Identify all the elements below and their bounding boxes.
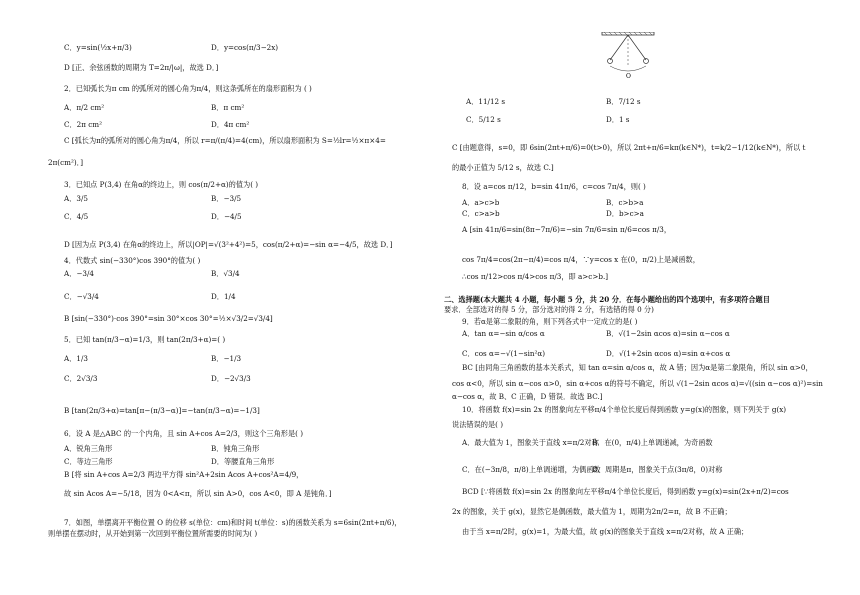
left-line: B．−3/5 bbox=[211, 194, 242, 203]
right-line: A．tan α=−sin α/cos α bbox=[462, 329, 545, 338]
right-line: ∴cos π/12>cos π/4>cos π/3，即 a>c>b.] bbox=[462, 272, 609, 281]
right-line: 二、选择题(本大题共 4 小题，每小题 5 分，共 20 分．在每小题给出的四个选项中，有多项符合题目 bbox=[444, 295, 770, 304]
left-line: 5．已知 tan(π/3−α)=1/3，则 tan(2π/3+α)=( ) bbox=[64, 335, 226, 344]
right-line: BC [由同角三角函数的基本关系式，知 tan α=sin α/cos α，故 A 错；因为α是第二象限角，所以 sin α>0， bbox=[462, 363, 813, 372]
left-line: D．y=cos(π/3−2x) bbox=[211, 43, 279, 52]
left-line: C．2π cm² bbox=[64, 120, 102, 129]
left-line: A．1/3 bbox=[64, 354, 88, 363]
right-line: B．√(1−2sin αcos α)=sin α−cos α bbox=[606, 329, 730, 338]
right-line: cos 7π/4=cos(2π−π/4)=cos π/4，∵y=cos x 在(0，π/2)上是减函数， bbox=[462, 255, 700, 264]
left-line: C．4/5 bbox=[64, 212, 89, 221]
left-line: B．√3/4 bbox=[211, 269, 240, 278]
right-line: A．11/12 s bbox=[466, 97, 506, 106]
right-line: 8．设 a=cos π/12，b=sin 41π/6，c=cos 7π/4，则( ) bbox=[462, 182, 646, 191]
right-line: D．周期是π，图象关于点(3π/8，0)对称 bbox=[592, 465, 723, 474]
right-line: 10．将函数 f(x)=sin 2x 的图象向左平移π/4个单位长度后得到函数 y=g(x)的图象，则下列关于 g(x) bbox=[462, 405, 787, 414]
right-line: D．√(1+2sin αcos α)=sin α+cos α bbox=[606, 349, 731, 358]
left-line: C．等边三角形 bbox=[64, 457, 113, 466]
left-line: D [因为点 P(3,4) 在角α的终边上，所以|OP|=√(3²+4²)=5，cos(π/2+α)=−sin α=−4/5，故选 D．] bbox=[64, 240, 393, 249]
left-line: 2π(cm²)．] bbox=[48, 158, 84, 167]
right-line: A [sin 41π/6=sin(8π−7π/6)=−sin 7π/6=sin π/6=cos π/3， bbox=[462, 225, 672, 234]
left-line: A．锐角三角形 bbox=[64, 444, 113, 453]
left-line: B．π cm² bbox=[211, 103, 245, 112]
right-line: C．5/12 s bbox=[466, 115, 501, 124]
right-line: C．在(−3π/8，π/8)上单调递增，为偶函数 bbox=[462, 465, 601, 474]
left-line: B [将 sin A+cos A=2/3 两边平方得 sin²A+2sin Acos A+cos²A=4/9， bbox=[64, 470, 304, 479]
left-line: 故 sin Acos A=−5/18，因为 0<A<π，所以 sin A>0，cos A<0，即 A 是钝角．] bbox=[64, 489, 332, 498]
right-line: C [由题意得，s=0，即 6sin(2πt+π/6)=0(t>0)，所以 2πt+π/6=kπ(k∈N*)，t=k/2−1/12(k∈N*)，所以 t bbox=[452, 143, 806, 152]
right-line: B．在(0，π/4)上单调递减，为奇函数 bbox=[592, 438, 713, 447]
left-line: C．y=sin(½x+π/3) bbox=[64, 43, 132, 52]
left-line: D．−2√3/3 bbox=[211, 374, 251, 383]
left-line: B [tan(2π/3+α)=tan[π−(π/3−α)]=−tan(π/3−α)=−1/3] bbox=[64, 406, 260, 415]
left-line: A．−3/4 bbox=[64, 269, 94, 278]
left-line: D．−4/5 bbox=[211, 212, 242, 221]
left-line: 2．已知弧长为π cm 的弧所对的圆心角为π/4，则这条弧所在的扇形面积为 ( ) bbox=[64, 84, 312, 93]
right-line: A．a>c>b bbox=[462, 198, 500, 207]
right-line: 由于当 x=π/2时，g(x)=1，为最大值，故 g(x)的图象关于直线 x=π/2对称，故 A 正确； bbox=[462, 527, 749, 536]
left-line: 则单摆在摆动时，从开始到第一次回到平衡位置所需要的时间为( ) bbox=[48, 529, 258, 538]
right-line: A．最大值为 1，图象关于直线 x=π/2对称 bbox=[462, 438, 599, 447]
right-line: D．1 s bbox=[606, 115, 630, 124]
origin-label: O bbox=[626, 73, 631, 80]
right-line: 的最小正值为 5/12 s，故选 C.] bbox=[452, 163, 554, 172]
right-line: cos α<0，所以 sin α−cos α>0，sin α+cos α的符号不确定，所以 √(1−2sin αcos α)=√((sin α−cos α)²)=sin bbox=[452, 379, 823, 388]
right-line: B．7/12 s bbox=[606, 97, 641, 106]
left-line: B [sin(−330°)·cos 390°=sin 30°×cos 30°=½×√3/2=√3/4] bbox=[64, 314, 273, 323]
left-line: 4．代数式 sin(−330°)cos 390°的值为( ) bbox=[64, 256, 201, 265]
right-line: C．cos α=−√(1−sin²α) bbox=[462, 349, 546, 358]
left-line: 7．如图，单摆离开平衡位置 O 的位移 s(单位：cm)和时间 t(单位：s)的函数关系为 s=6sin(2πt+π/6)， bbox=[64, 518, 402, 527]
right-line: B．c>b>a bbox=[606, 198, 644, 207]
left-line: A．3/5 bbox=[64, 194, 88, 203]
left-line: D．4π cm² bbox=[211, 120, 250, 129]
right-line: 2x 的图象，关于 g(x)，显然它是偶函数，最大值为 1，周期为2π/2=π，故 B 不正确； bbox=[452, 507, 732, 516]
right-line: BCD [∵将函数 f(x)=sin 2x 的图象向左平移π/4个单位长度后，得到函数 y=g(x)=sin(2x+π/2)=cos bbox=[462, 487, 789, 496]
left-line: D [正、余弦函数的周期为 T=2π/|ω|，故选 D．] bbox=[64, 63, 219, 72]
left-line: C．−√3/4 bbox=[64, 292, 99, 301]
pendulum-figure bbox=[598, 32, 658, 80]
left-line: D．等腰直角三角形 bbox=[211, 457, 275, 466]
left-line: C．2√3/3 bbox=[64, 374, 98, 383]
right-line: D．b>c>a bbox=[606, 209, 644, 218]
right-line: C．c>a>b bbox=[462, 209, 500, 218]
left-line: B．钝角三角形 bbox=[211, 444, 260, 453]
left-line: B．−1/3 bbox=[211, 354, 242, 363]
left-line: D．1/4 bbox=[211, 292, 236, 301]
left-line: A．π/2 cm² bbox=[64, 103, 105, 112]
left-line: 3．已知点 P(3,4) 在角α的终边上，则 cos(π/2+α)的值为( ) bbox=[64, 180, 259, 189]
left-line: 6．设 A 是△ABC 的一个内角，且 sin A+cos A=2/3，则这个三角形是( ) bbox=[64, 429, 304, 438]
right-line: 说法错误的是( ) bbox=[452, 420, 504, 429]
right-line: 9．若α是第二象限的角，则下列各式中一定成立的是( ) bbox=[462, 317, 638, 326]
right-line: α−cos α，故 B、C 正确，D 错误．故选 BC.] bbox=[452, 392, 603, 401]
right-line: 要求．全部选对的得 5 分，部分选对的得 2 分，有选错的得 0 分) bbox=[444, 305, 654, 314]
left-line: C [弧长为π的弧所对的圆心角为π/4，所以 r=π/(π/4)=4(cm)，所以扇形面积为 S=½lr=½×π×4= bbox=[64, 136, 386, 145]
